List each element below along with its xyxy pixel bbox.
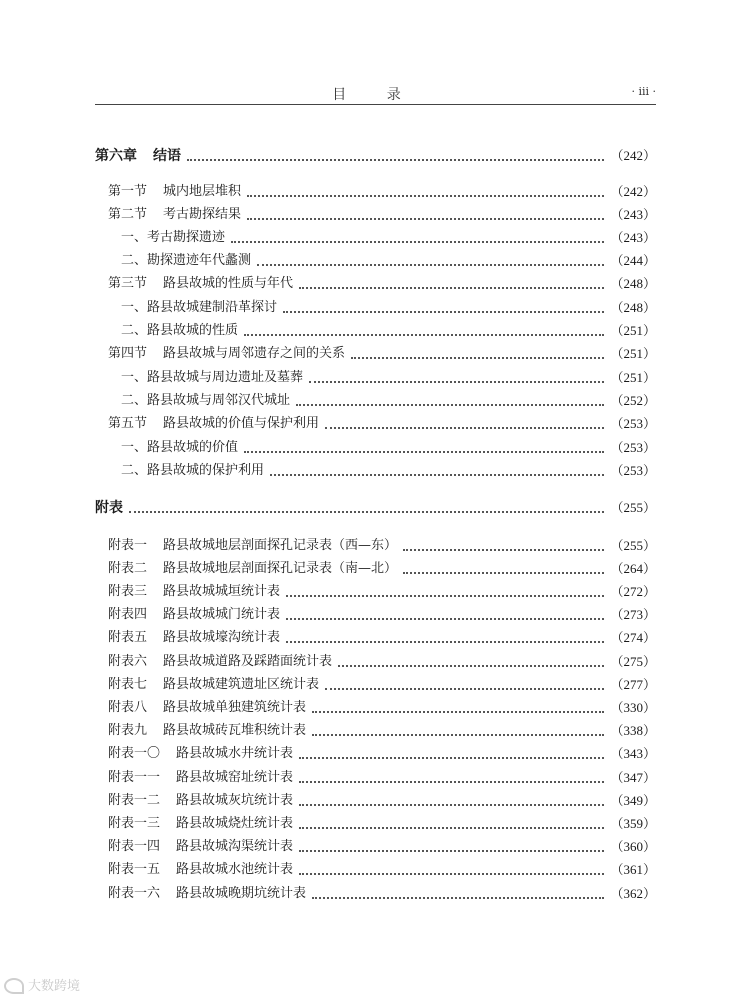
- toc-entry-title: 路县故城水井统计表: [176, 746, 294, 761]
- toc-entry-number: 第四节: [108, 346, 148, 361]
- toc-leader-dots: [299, 827, 604, 829]
- toc-entry-number: 附表一二: [108, 793, 161, 808]
- toc-entry-page: （248）: [610, 276, 656, 291]
- toc-entry[interactable]: [95, 536, 656, 556]
- toc-entry-page: （359）: [610, 816, 656, 831]
- toc-entry-title: 路县故城城垣统计表: [163, 584, 281, 599]
- toc-entry-title: 路县故城地层剖面探孔记录表（南—北）: [163, 561, 398, 576]
- toc-leader-dots: [283, 311, 604, 313]
- toc-entry-page: （361）: [610, 862, 656, 877]
- toc-entry-page: （275）: [610, 654, 656, 669]
- toc-entry-page: （242）: [610, 148, 656, 163]
- toc-leader-dots: [286, 641, 604, 643]
- toc-entry-page: （242）: [610, 184, 656, 199]
- toc-entry-title: 一、路县故城建制沿革探讨: [121, 300, 278, 315]
- toc-entry-title: 路县故城水池统计表: [176, 862, 294, 877]
- toc-entry-label: [95, 860, 293, 880]
- toc-entry-label: [95, 182, 241, 202]
- toc-leader-dots: [325, 688, 604, 690]
- toc-entry-title: 路县故城城门统计表: [163, 607, 281, 622]
- toc-entry-number: 附表一三: [108, 816, 161, 831]
- toc-entry-title: 路县故城晚期坑统计表: [176, 886, 307, 901]
- toc-entry[interactable]: [95, 368, 656, 388]
- toc-entry[interactable]: [95, 768, 656, 788]
- toc-entry-title: 一、路县故城的价值: [121, 440, 239, 455]
- toc-entry[interactable]: [95, 744, 656, 764]
- toc-entry-label: [95, 321, 238, 341]
- toc-entry-page: （349）: [610, 793, 656, 808]
- toc-entry-page: （243）: [610, 230, 656, 245]
- toc-entry-title: 路县故城的价值与保护利用: [163, 416, 320, 431]
- toc-leader-dots: [338, 665, 604, 667]
- toc-entry[interactable]: [95, 559, 656, 579]
- toc-entry[interactable]: [95, 860, 656, 880]
- logo-icon: [4, 978, 24, 994]
- toc-entry-title: 路县故城烧灶统计表: [176, 816, 294, 831]
- toc-entry-title: 路县故城沟渠统计表: [176, 839, 294, 854]
- toc-leader-dots: [299, 850, 604, 852]
- toc-entry-title: 一、考古勘探遗迹: [121, 230, 226, 245]
- toc-entry-label: [95, 791, 293, 811]
- toc-leader-dots: [299, 873, 604, 875]
- toc-entry-title: 一、路县故城与周边遗址及墓葬: [121, 370, 304, 385]
- toc-entry-title: 路县故城建筑遗址区统计表: [163, 677, 320, 692]
- toc-entry-label: [95, 438, 238, 458]
- toc-leader-dots: [325, 427, 604, 429]
- toc-entry-label: [95, 536, 397, 556]
- toc-entry-number: 附表七: [108, 677, 148, 692]
- toc-entry-label: [95, 146, 181, 166]
- toc-leader-dots: [129, 511, 604, 513]
- toc-entry-page: （264）: [610, 561, 656, 576]
- toc-entry-title: 路县故城砖瓦堆积统计表: [163, 723, 307, 738]
- toc-entry-title: 结语: [153, 148, 181, 164]
- toc-entry[interactable]: [95, 675, 656, 695]
- toc-entry-number: 附表一: [108, 538, 148, 553]
- toc-entry-label: [95, 698, 306, 718]
- toc-entry-number: 附表六: [108, 654, 148, 669]
- toc-entry-page: （273）: [610, 607, 656, 622]
- toc-entry-number: 第三节: [108, 276, 148, 291]
- toc-entry-page: （255）: [610, 538, 656, 553]
- toc-entry-page: （251）: [610, 346, 656, 361]
- toc-entry-page: （253）: [610, 416, 656, 431]
- toc-entry-label: [95, 628, 280, 648]
- toc-entry-number: 第六章: [95, 148, 137, 164]
- toc-entry-number: 附表一〇: [108, 746, 161, 761]
- toc-leader-dots: [296, 404, 604, 406]
- toc-entry[interactable]: [95, 228, 656, 248]
- toc-entry-page: （330）: [610, 700, 656, 715]
- toc-entry-label: [95, 744, 293, 764]
- toc-leader-dots: [403, 549, 604, 551]
- toc-entry[interactable]: [95, 605, 656, 625]
- toc-leader-dots: [403, 572, 604, 574]
- toc-leader-dots: [286, 595, 604, 597]
- toc-entry[interactable]: [95, 698, 656, 718]
- toc-entry-page: （253）: [610, 440, 656, 455]
- toc-entry-page: （272）: [610, 584, 656, 599]
- toc-entry-title: 考古勘探结果: [163, 207, 242, 222]
- toc-entry-page: （244）: [610, 253, 656, 268]
- toc-entry[interactable]: [95, 652, 656, 672]
- toc-leader-dots: [299, 781, 604, 783]
- toc-entry-number: 附表一六: [108, 886, 161, 901]
- toc-entry-label: [95, 675, 319, 695]
- toc-leader-dots: [351, 357, 604, 359]
- toc-leader-dots: [299, 757, 604, 759]
- page-header: [95, 84, 656, 105]
- toc-entry-page: （255）: [610, 500, 656, 515]
- toc-entry-title: 城内地层堆积: [163, 184, 242, 199]
- toc-entry-number: 附表一一: [108, 770, 161, 785]
- toc-entry-label: [95, 605, 280, 625]
- toc-entry[interactable]: [95, 498, 656, 518]
- toc-entry-number: 附表一四: [108, 839, 161, 854]
- header-title: 目 录: [332, 87, 419, 103]
- toc-entry[interactable]: [95, 461, 656, 481]
- toc-entry-page: （362）: [610, 886, 656, 901]
- toc-entry-label: [95, 298, 277, 318]
- toc-entry-label: [95, 582, 280, 602]
- toc-entry[interactable]: [95, 391, 656, 411]
- toc-entry-page: （277）: [610, 677, 656, 692]
- toc-entry-page: （347）: [610, 770, 656, 785]
- toc-entry-label: [95, 228, 225, 248]
- toc-entry-label: [95, 274, 293, 294]
- toc-entry-label: [95, 884, 306, 904]
- toc-entry-title: 路县故城单独建筑统计表: [163, 700, 307, 715]
- toc-entry-number: 附表九: [108, 723, 148, 738]
- toc-entry[interactable]: [95, 837, 656, 857]
- toc-entry-title: 路县故城地层剖面探孔记录表（西—东）: [163, 538, 398, 553]
- toc-entry-page: （338）: [610, 723, 656, 738]
- toc-entry-label: [95, 461, 264, 481]
- toc-entry[interactable]: [95, 438, 656, 458]
- toc-entry-number: 附表一五: [108, 862, 161, 877]
- toc-entry-number: 第五节: [108, 416, 148, 431]
- toc-leader-dots: [286, 618, 604, 620]
- toc-leader-dots: [270, 474, 604, 476]
- toc-entry-label: [95, 837, 293, 857]
- toc-entry-number: 附表四: [108, 607, 148, 622]
- toc-entry-label: [95, 814, 293, 834]
- toc-entry-page: （243）: [610, 207, 656, 222]
- toc-entry-page: （251）: [610, 323, 656, 338]
- toc-entry-page: （253）: [610, 463, 656, 478]
- toc-entry[interactable]: [95, 298, 656, 318]
- toc-entry[interactable]: [95, 205, 656, 225]
- toc-entry-title: 路县故城窑址统计表: [176, 770, 294, 785]
- toc-entry-label: [95, 205, 241, 225]
- toc-entry-label: [95, 368, 303, 388]
- toc-entry-page: （252）: [610, 393, 656, 408]
- toc-entry-label: [95, 498, 123, 518]
- toc-entry-title: 路县故城灰坑统计表: [176, 793, 294, 808]
- toc-entry-number: 第二节: [108, 207, 148, 222]
- toc-leader-dots: [299, 287, 604, 289]
- toc-entry-label: [95, 344, 345, 364]
- toc-entry-title: 二、路县故城与周邻汉代城址: [121, 393, 291, 408]
- toc-leader-dots: [187, 159, 604, 161]
- toc-entry-title: 二、路县故城的保护利用: [121, 463, 265, 478]
- toc-leader-dots: [309, 381, 604, 383]
- toc-entry-title: 路县故城与周邻遗存之间的关系: [163, 346, 346, 361]
- toc-entry-number: 附表二: [108, 561, 148, 576]
- toc-leader-dots: [312, 711, 604, 713]
- toc-entry[interactable]: [95, 628, 656, 648]
- toc-entry-page: （274）: [610, 630, 656, 645]
- toc-entry-number: 附表: [95, 500, 123, 516]
- toc-entry[interactable]: [95, 791, 656, 811]
- toc-entry[interactable]: [95, 251, 656, 271]
- toc-entry-page: （343）: [610, 746, 656, 761]
- toc-entry-label: [95, 768, 293, 788]
- header-page-number: · iii ·: [631, 85, 656, 98]
- toc-entry[interactable]: [95, 884, 656, 904]
- toc-entry[interactable]: [95, 582, 656, 602]
- toc-leader-dots: [312, 734, 604, 736]
- toc-leader-dots: [247, 195, 604, 197]
- toc-entry-number: 附表三: [108, 584, 148, 599]
- toc-leader-dots: [244, 451, 604, 453]
- toc-entry-title: 路县故城壕沟统计表: [163, 630, 281, 645]
- toc-entry-title: 路县故城道路及踩踏面统计表: [163, 654, 333, 669]
- watermark: [4, 975, 80, 995]
- toc-entry-label: [95, 721, 306, 741]
- toc-entry-page: （248）: [610, 300, 656, 315]
- toc-entry-label: [95, 391, 290, 411]
- toc-entry-number: 附表八: [108, 700, 148, 715]
- toc-entry[interactable]: [95, 182, 656, 202]
- toc-entry-label: [95, 559, 397, 579]
- toc-entry[interactable]: [95, 344, 656, 364]
- toc-entry-label: [95, 652, 332, 672]
- watermark-text: 大数跨境: [28, 978, 81, 994]
- toc-entry-title: 路县故城的性质与年代: [163, 276, 294, 291]
- toc-entry-title: 二、路县故城的性质: [121, 323, 239, 338]
- toc-leader-dots: [231, 241, 604, 243]
- toc-leader-dots: [312, 897, 604, 899]
- toc-entry-number: 附表五: [108, 630, 148, 645]
- toc-entry[interactable]: [95, 814, 656, 834]
- toc-entry-title: 二、勘探遗迹年代蠡测: [121, 253, 252, 268]
- toc-leader-dots: [247, 218, 604, 220]
- toc-entry-number: 第一节: [108, 184, 148, 199]
- toc-entry-page: （251）: [610, 370, 656, 385]
- toc-leader-dots: [299, 804, 604, 806]
- toc-leader-dots: [257, 264, 604, 266]
- toc-entry-page: （360）: [610, 839, 656, 854]
- toc-leader-dots: [244, 334, 604, 336]
- toc-entry[interactable]: [95, 146, 656, 166]
- toc-entry-label: [95, 251, 251, 271]
- toc-entry[interactable]: [95, 721, 656, 741]
- toc-entry[interactable]: [95, 274, 656, 294]
- toc-entry[interactable]: [95, 321, 656, 341]
- toc-entry-label: [95, 414, 319, 434]
- toc-entry[interactable]: [95, 414, 656, 434]
